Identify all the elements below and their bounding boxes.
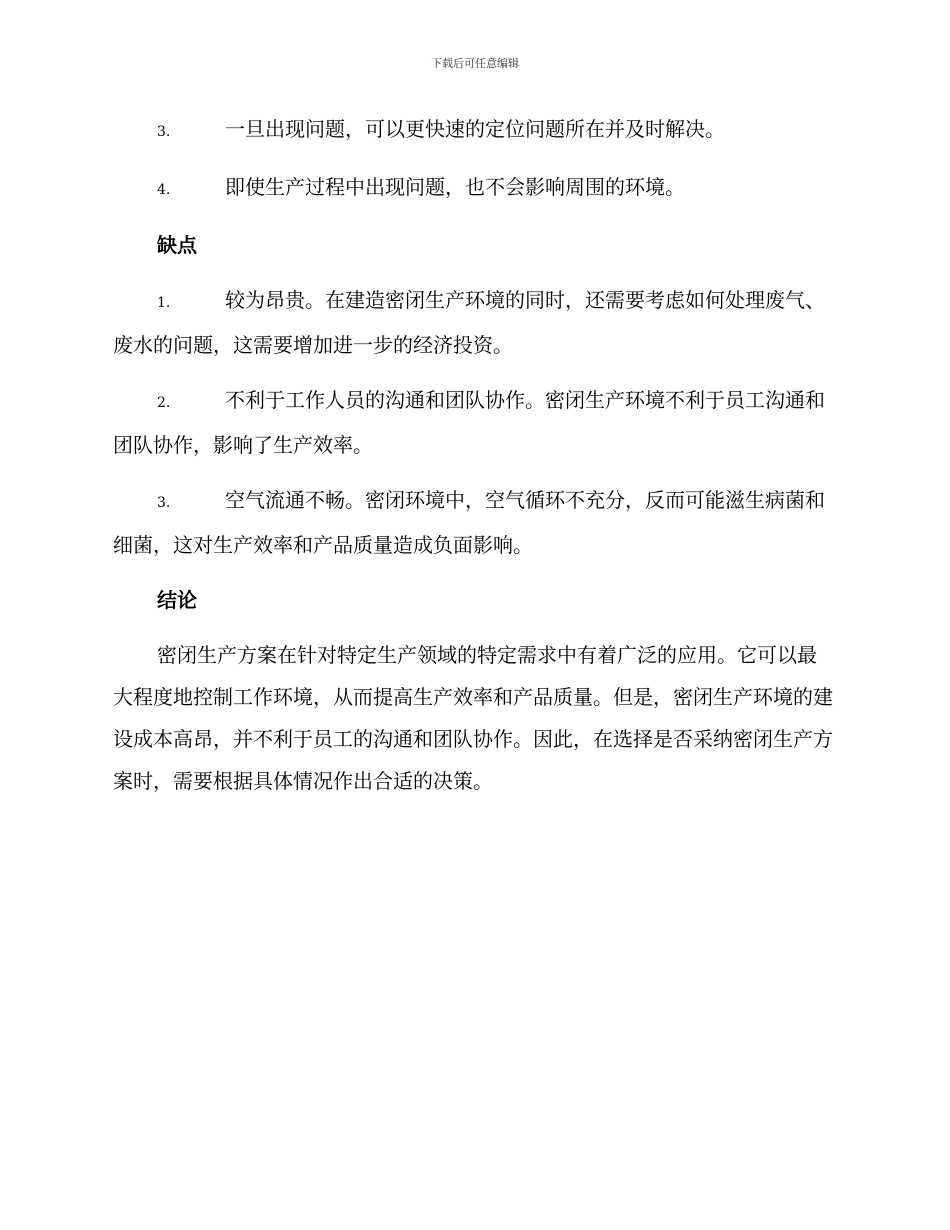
list-number: 3. — [157, 495, 171, 511]
list-item-text: 一旦出现问题，可以更快速的定位问题所在并及时解决。 — [225, 117, 725, 141]
document-body — [113, 108, 833, 802]
list-item-text: 即使生产过程中出现问题，也不会影响周围的环境。 — [225, 175, 685, 199]
list-item — [113, 279, 833, 366]
section-heading-conclusion: 结论 — [157, 588, 197, 612]
header-note: 下载后可任意编辑 — [431, 57, 519, 70]
list-number: 2. — [157, 395, 171, 411]
list-item-text: 空气流通不畅。密闭环境中，空气循环不充分，反而可能滋生病菌和细菌，这对生产效率和产品质量造成负面影响。 — [113, 488, 825, 557]
list-item — [113, 166, 833, 211]
list-item — [113, 479, 833, 566]
list-item — [113, 108, 833, 153]
list-number: 4. — [157, 182, 171, 198]
list-number: 3. — [157, 124, 171, 140]
section-heading-disadvantages: 缺点 — [157, 233, 197, 257]
list-item-text: 不利于工作人员的沟通和团队协作。密闭生产环境不利于员工沟通和团队协作，影响了生产效率。 — [113, 388, 825, 457]
list-item — [113, 379, 833, 466]
conclusion-paragraph: 密闭生产方案在针对特定生产领域的特定需求中有着广泛的应用。它可以最大程度地控制工作环境，从而提高生产效率和产品质量。但是，密闭生产环境的建设成本高昂，并不利于员工的沟通和团队协作。因此，在选择是否采纳密闭生产方案时，需要根据具体情况作出合适的决策。 — [113, 643, 833, 793]
list-number: 1. — [157, 295, 171, 311]
list-item-text: 较为昂贵。在建造密闭生产环境的同时，还需要考虑如何处理废气、废水的问题，这需要增加进一步的经济投资。 — [113, 288, 825, 357]
